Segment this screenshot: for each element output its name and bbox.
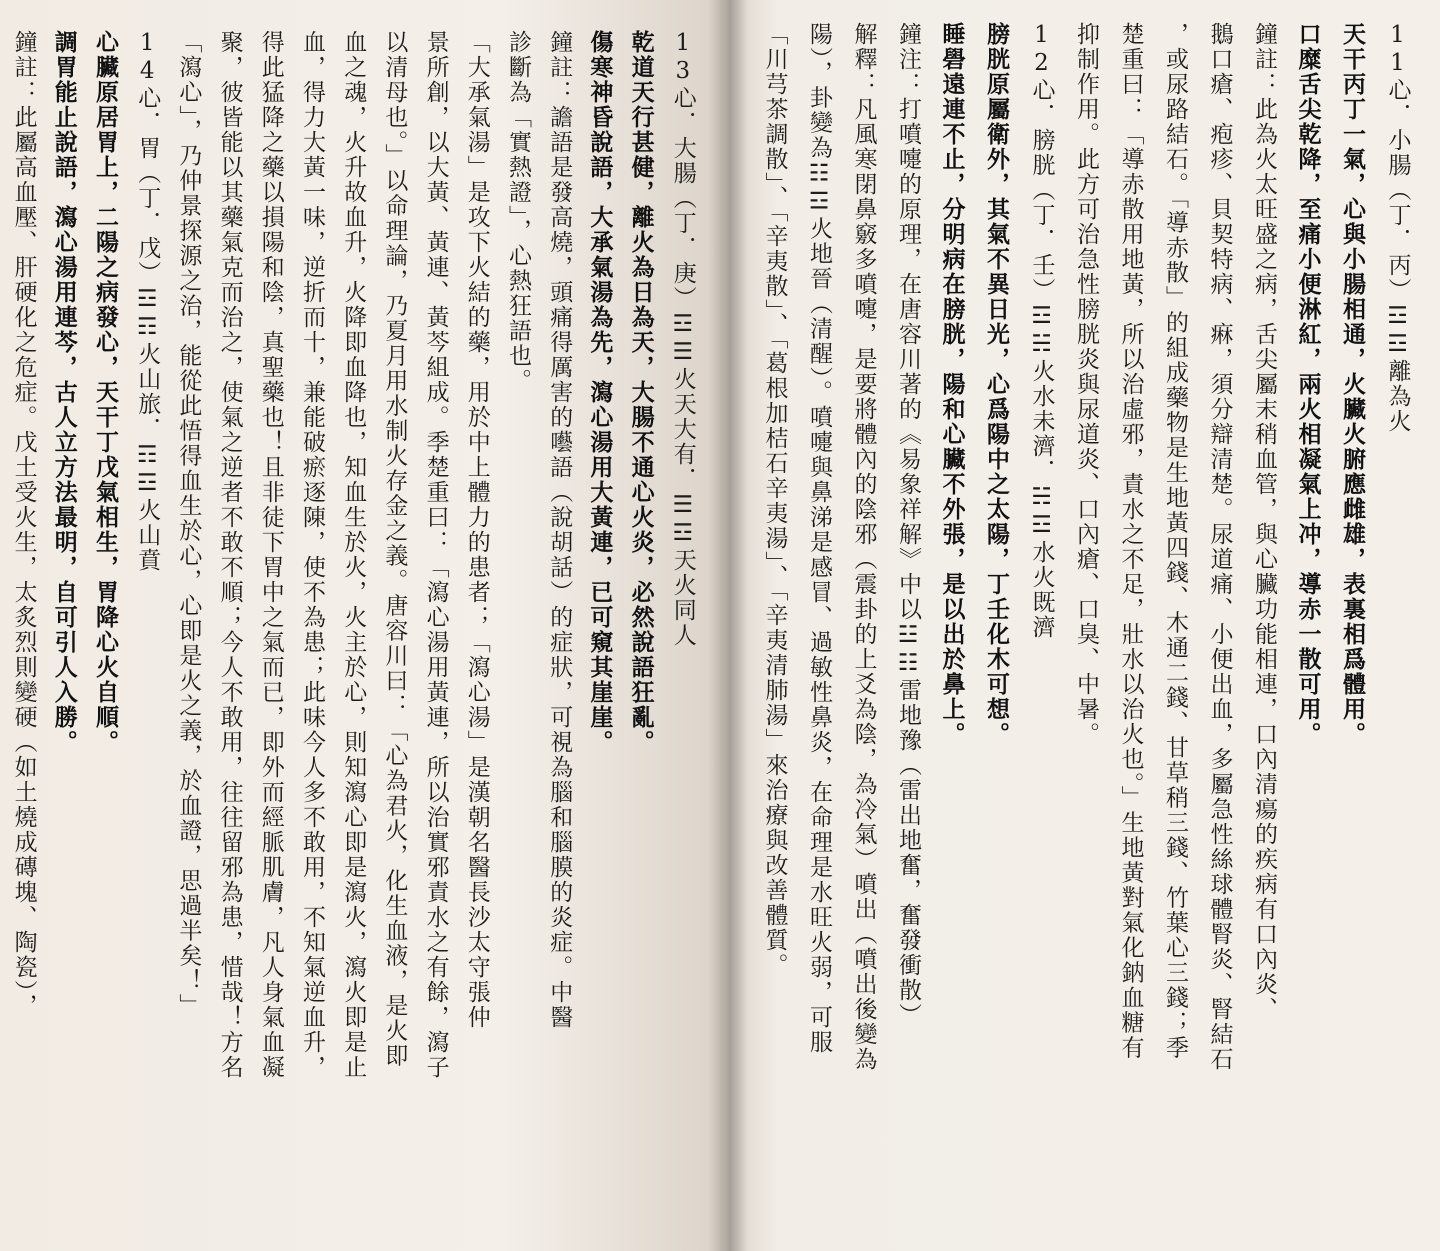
left-page-column-16: 調胃能止說語，瀉心湯用連芩，古人立方法最明，自可引人入勝。	[50, 30, 78, 755]
right-page-column-6: ，或尿路結石。「導赤散」的組成藥物是生地黃四錢、木通二錢、甘草稍三錢、竹葉心三錢；季	[1162, 22, 1188, 1061]
right-page-column-13: 解釋：凡風寒閉鼻竅多噴嚏，是要將體內的陰邪（震卦的上爻為陰，為冷氣）噴出（噴出後變為	[850, 22, 877, 1072]
left-page-column-11: 得此猛降之藥以損陽和陰，真聖藥也！且非徒下胃中之氣而已，即外而經脈肌膚，凡人身氣血凝	[257, 30, 284, 1080]
left-page-column-9: 血之魂，火升故血升，火降即血降也，知血生於火，火主於心，則知瀉心即是瀉火，瀉火即是止	[340, 30, 367, 1080]
right-page-column-4: 鐘註：此為火太旺盛之病，舌尖屬末稍血管，與心臟功能相連，口內清瘍的疾病有口內炎、	[1251, 22, 1277, 1022]
right-page-column-1: 11心．小腸（丁．丙）☲☲離為火	[1384, 22, 1411, 434]
left-page-column-10: 血，得力大黃一味，逆折而十，兼能破瘀逐陳，使不為患；此味今人多不敢用，不知氣逆血升，	[299, 30, 325, 1080]
right-page-column-11: 睡礐遠連不止，分明病在膀胱，陽和心臟不外張，是以出於鼻上。	[938, 22, 966, 747]
left-page-column-3: 傷寒神昏說語，大承氣湯為先，瀉心湯用大黃連，已可窺其崖崖。	[586, 30, 614, 755]
left-page-column-1: 13心．大腸（丁．庚）☲☰火天大有．☰☲天火同人	[669, 30, 696, 648]
right-page-column-12: 鐘注：打噴嚏的原理，在唐容川著的《易象祥解》中以☳☷雷地豫（雷出地奮，奮發衝散）	[895, 22, 921, 1028]
left-page-column-2: 乾道天行甚健，離火為日為天，大腸不通心火炎，必然說語狂亂。	[627, 30, 655, 755]
left-page-column-17: 鐘註：此屬高血壓、肝硬化之危症。戊土受火生，太炙烈則變硬（如土燒成磚塊、陶瓷），	[10, 30, 37, 1019]
left-page-column-14: 14心．胃（丁．戊）☲☶火山旅．☶☲火山賁	[134, 30, 161, 573]
right-page	[720, 0, 1440, 1251]
left-page-column-15: 心臟原居胃上，二陽之病發心，天干丁戊氣相生，胃降心火自順。	[92, 30, 119, 755]
right-page-column-10: 膀胱原屬衛外，其氣不異日光，心爲陽中之太陽，丁壬化木可想。	[983, 22, 1010, 747]
right-page-column-3: 口糜舌尖乾降，至痛小便淋紅，兩火相凝氣上冲，導赤一散可用。	[1294, 22, 1322, 747]
left-page-column-7: 景所創，以大黃、黃連、黃芩組成。季楚重曰：「瀉心湯用黃連，所以治實邪責水之有餘，瀉子	[422, 30, 449, 1080]
right-page-column-15: 「川芎茶調散」、「辛夷散」、「葛根加桔石辛夷湯」、「辛夷清肺湯」來治療與改善體質。	[761, 22, 788, 978]
left-page-column-13: 「瀉心」，乃仲景探源之治，能從此悟得血生於心，心即是火之義，於血證，思過半矣！」	[175, 30, 202, 1019]
left-page-column-4: 鐘註：譫語是發高燒，頭痛得厲害的囈語（說胡話）的症狀，可視為腦和腦膜的炎症。中醫	[546, 30, 573, 1030]
left-page-column-12: 聚，彼皆能以其藥氣克而治之，使氣之逆者不敢不順；今人不敢用，往往留邪為患，惜哉！方名	[216, 30, 243, 1080]
right-page-column-14: 陽），卦變為☷☲火地晉（清醒）。噴嚏與鼻涕是感冒、過敏性鼻炎，在命理是水旺火弱，可服	[806, 22, 832, 1055]
right-page-column-2: 天干丙丁一氣，心與小腸相通，火臟火腑應雌雄，表裏相爲體用。	[1339, 22, 1366, 747]
left-page-column-6: 「大承氣湯」是攻下火結的藥，用於中上體力的患者；「瀉心湯」是漢朝名醫長沙太守張仲	[463, 30, 490, 1030]
left-page-column-5: 診斷為「實熱證」，心熱狂語也。	[505, 30, 531, 394]
left-page-column-8: 以清母也。」以命理論，乃夏月用水制火存金之義。唐容川曰：「心為君火，化生血液，是火即	[381, 30, 408, 1069]
right-page-column-7: 楚重曰：「導赤散用地黃，所以治虛邪，責水之不足，壯水以治火也。」生地黃對氣化鈉血糖有	[1117, 22, 1144, 1061]
right-page-column-9: 12心．膀胱（丁．壬）☲☵火水未濟．☵☲水火既濟	[1028, 22, 1055, 640]
right-page-column-8: 抑制作用。此方可治急性膀胱炎與尿道炎、口內瘡、口臭、中暑。	[1073, 22, 1099, 747]
right-page-column-5: 鵝口瘡、疱疹、貝契特病、痳，須分辯清楚。尿道痛、小便出血，多屬急性絲球體腎炎、腎結石	[1206, 22, 1233, 1072]
